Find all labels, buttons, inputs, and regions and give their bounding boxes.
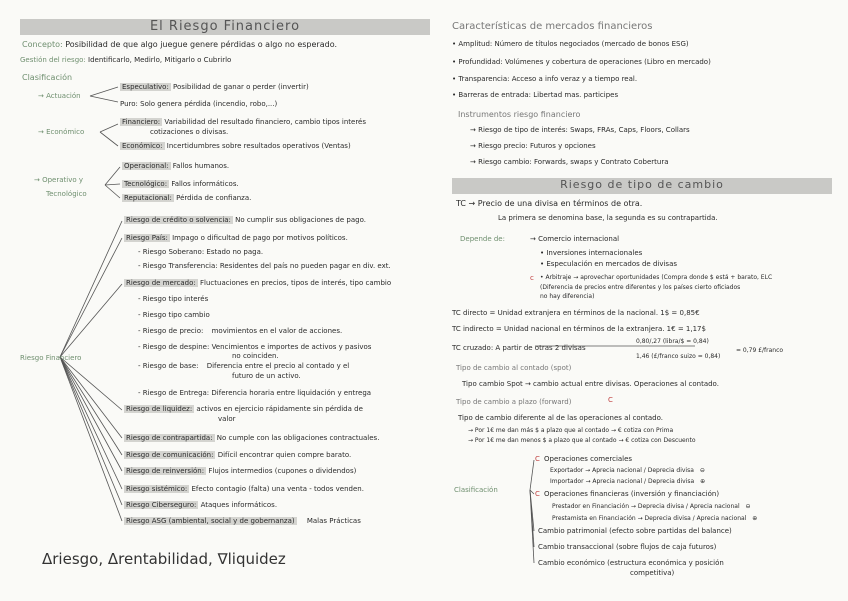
clasificacion-label: Clasificación	[22, 73, 73, 82]
puro-line: Puro: Solo genera pérdida (incendio, robo,...)	[120, 100, 278, 108]
r-base-line	[138, 362, 349, 371]
tecnologico-text: Fallos informáticos.	[171, 180, 239, 188]
tc-def-1: TC → Precio de una divisa en términos de otra.	[456, 199, 643, 208]
r-pais-hl: Riesgo País:	[126, 234, 168, 242]
importador: Importador → Aprecia nacional / Deprecia divisa	[550, 478, 695, 485]
r-pais-line	[124, 234, 348, 243]
r-ciber-text: Ataques informáticos.	[200, 501, 278, 509]
r-base-text-1: Diferencia entre el precio al contado y el	[206, 362, 350, 370]
tc-cruzado-label: TC cruzado: A partir de otras 2 divisas	[452, 344, 586, 352]
r-entrega-label: - Riesgo de Entrega:	[138, 389, 210, 397]
importador-line	[550, 477, 705, 486]
reputacional-line	[122, 194, 251, 203]
r-credito-hl: Riesgo de crédito o solvencia:	[126, 216, 231, 224]
tc-cruzado-num: 0,80/,27 (libra/$ = 0,84)	[636, 338, 709, 345]
economico-line	[120, 142, 351, 151]
financiero-line	[120, 118, 366, 127]
cambio-economico-2: competitiva)	[630, 569, 675, 577]
concepto-line	[22, 40, 337, 50]
r-precio-line	[138, 327, 342, 336]
r-despine-text-1: Vencimientos e importes de activos y pasivos	[211, 343, 372, 351]
operacional-hl: Operacional:	[124, 162, 169, 170]
r-base-text-2: futuro de un activo.	[232, 372, 301, 380]
tc-indirecto: TC indirecto = Unidad nacional en términos de la extranjera. 1€ = 1,17$	[452, 325, 706, 333]
r-entrega-text: Diferencia horaria entre liquidación y entrega	[211, 389, 372, 397]
r-ciber-hl: Riesgo Ciberseguro:	[126, 501, 197, 509]
op-financieras: Operaciones financieras (inversión y financiación)	[544, 490, 720, 498]
reputacional-hl: Reputacional:	[124, 194, 172, 202]
tecnologico-line	[122, 180, 239, 189]
op-comerciales: Operaciones comerciales	[544, 455, 633, 463]
prestamista: Prestamista en Financiación → Deprecia divisa / Aprecia nacional	[552, 515, 747, 522]
r-transferencia: - Riesgo Transferencia: Residentes del país no pueden pagar en div. ext.	[138, 262, 391, 270]
r-sistemico-text: Efecto contagio (falta) una venta - todos venden.	[191, 485, 364, 493]
tipo-plazo-2: → Por 1€ me dan más $ a plazo que al contado → € cotiza con Prima	[468, 427, 674, 434]
dep-6: no hay diferencia)	[540, 293, 595, 300]
r-liquidez-line	[124, 405, 363, 414]
financiero-hl: Financiero:	[122, 118, 161, 126]
gestion-label: Gestión del riesgo:	[20, 56, 86, 64]
importador-plus-icon: ⊕	[700, 478, 706, 485]
clasif-label: Clasificación	[454, 486, 498, 494]
r-mercado-line	[124, 279, 391, 288]
op-financieras-marker: C	[535, 490, 540, 498]
tc-title: Riesgo de tipo de cambio	[560, 178, 724, 191]
financiero-text-1: Variabilidad del resultado financiero, cambio tipos interés	[164, 118, 366, 126]
r-comunicacion-text: Difícil encontrar quien compre barato.	[217, 451, 352, 459]
prestador-line	[552, 502, 751, 511]
r-despine-line	[138, 343, 371, 352]
r-pais-text: Impago o dificultad de pago por motivos políticos.	[172, 234, 348, 242]
r-liquidez-hl: Riesgo de liquidez:	[126, 405, 193, 413]
r-liquidez-text-2: valor	[218, 415, 236, 423]
r-contraparte-hl: Riesgo de contrapartida:	[126, 434, 213, 442]
tipo-plazo-title: Tipo de cambio a plazo (forward)	[456, 398, 572, 406]
r-credito-text: No cumplir sus obligaciones de pago.	[235, 216, 366, 224]
r-contraparte-text: No cumple con las obligaciones contractuales.	[216, 434, 380, 442]
r-contraparte-line	[124, 434, 379, 443]
r-credito-line	[124, 216, 366, 225]
r-interes: - Riesgo tipo interés	[138, 295, 209, 303]
r-comunicacion-line	[124, 451, 351, 460]
exportador-line	[550, 466, 705, 475]
dep-1: → Comercio internacional	[530, 235, 620, 243]
r-sistemico-hl: Riesgo sistémico:	[126, 485, 188, 493]
cambio-economico-1: Cambio económico (estructura económica y posición	[538, 559, 724, 567]
tc-cruzado-den: 1,46 (£/franco suizo = 0,84)	[636, 353, 721, 360]
prestador-minus-icon: ⊖	[745, 503, 751, 510]
economico-label: → Económico	[38, 128, 85, 136]
r-entrega-line	[138, 389, 371, 398]
prestamista-plus-icon: ⊕	[752, 515, 758, 522]
gestion-line	[20, 56, 231, 65]
r-ciber-line	[124, 501, 277, 510]
r-asg-hl: Riesgo ASG (ambiental, social y de gobernanza)	[126, 517, 295, 525]
r-despine-label: - Riesgo de despine:	[138, 343, 210, 351]
r-cambio: - Riesgo tipo cambio	[138, 311, 210, 319]
operacional-line	[122, 162, 229, 171]
r-base-label: - Riesgo de base:	[138, 362, 199, 370]
prestamista-line	[552, 514, 757, 523]
dep-4: • Arbitraje → aprovechar oportunidades (Compra donde $ está + barato, ELC	[540, 274, 773, 281]
financiero-text-2: cotizaciones o divisas.	[150, 128, 229, 136]
r-asg-text: Malas Prácticas	[306, 517, 361, 525]
r-asg-line	[124, 517, 361, 526]
transparencia: • Transparencia: Acceso a info veraz y a tiempo real.	[452, 75, 638, 83]
r-comunicacion-hl: Riesgo de comunicación:	[126, 451, 214, 459]
page-title: El Riesgo Financiero	[149, 19, 301, 34]
r-reinversion-hl: Riesgo de reinversión:	[126, 467, 205, 475]
dep-arbitraje-marker: c	[530, 274, 534, 282]
especulativo-line	[120, 83, 309, 92]
tipo-plazo-3: → Por 1€ me dan menos $ a plazo que al contado → € cotiza con Descuento	[468, 437, 696, 444]
concepto-text: Posibilidad de que algo juegue genere pérdidas o algo no esperado.	[65, 40, 337, 49]
tipo-contado: Tipo cambio Spot → cambio actual entre divisas. Operaciones al contado.	[462, 380, 719, 388]
r-precio-label: - Riesgo de precio:	[138, 327, 204, 335]
inst-3: → Riesgo cambio: Forwards, swaps y Contrato Cobertura	[470, 158, 669, 166]
tipo-contado-title: Tipo de cambio al contado (spot)	[456, 364, 572, 372]
tipo-plazo-1: Tipo de cambio diferente al de las operaciones al contado.	[458, 414, 664, 422]
instrumentos-title: Instrumentos riesgo financiero	[458, 110, 581, 119]
cambio-transaccional: Cambio transaccional (sobre flujos de caja futuros)	[538, 543, 717, 551]
inst-2: → Riesgo precio: Futuros y opciones	[470, 142, 596, 150]
gestion-text: Identificarlo, Medirlo, Mitigarlo o Cubrirlo	[88, 56, 232, 64]
prestador: Prestador en Financiación → Deprecia divisa / Aprecia nacional	[552, 503, 740, 510]
actuacion-label: → Actuación	[38, 92, 81, 100]
inst-1: → Riesgo de tipo de interés: Swaps, FRAs, Caps, Floors, Collars	[470, 126, 690, 134]
dep-5: (Diferencia de precios entre diferentes y los países cierto oficiados	[540, 284, 741, 291]
r-precio-text: movimientos en el valor de acciones.	[211, 327, 343, 335]
r-sistemico-line	[124, 485, 364, 494]
economico-hl: Económico:	[122, 142, 163, 150]
economico-text: Incertidumbres sobre resultados operativos (Ventas)	[166, 142, 351, 150]
cambio-patrimonial: Cambio patrimonial (efecto sobre partidas del balance)	[538, 527, 732, 535]
caract-title: Características de mercados financieros	[452, 21, 653, 32]
op-comerciales-marker: C	[535, 455, 540, 463]
reputacional-text: Pérdida de confianza.	[176, 194, 252, 202]
r-liquidez-text-1: activos en ejercicio rápidamente sin pérdida de	[196, 405, 363, 413]
depende-label: Depende de:	[460, 235, 505, 243]
dep-3: • Especulación en mercados de divisas	[540, 260, 678, 268]
barreras: • Barreras de entrada: Libertad mas. participes	[452, 91, 619, 99]
operacional-text: Fallos humanos.	[172, 162, 230, 170]
operativo-label-2: Tecnológico	[46, 190, 87, 198]
r-mercado-text: Fluctuaciones en precios, tipos de interés, tipo cambio	[200, 279, 392, 287]
r-reinversion-line	[124, 467, 356, 476]
tc-cruzado-res: = 0,79 £/franco	[736, 347, 784, 354]
tc-directo: TC directo = Unidad extranjera en términos de la nacional. 1$ = 0,85€	[452, 309, 700, 317]
operativo-label-1: → Operativo y	[34, 176, 84, 184]
tc-def-2: La primera se denomina base, la segunda es su contrapartida.	[498, 214, 718, 222]
amplitud: • Amplitud: Número de títulos negociados (mercado de bonos ESG)	[452, 40, 689, 48]
profundidad: • Profundidad: Volúmenes y cobertura de operaciones (Libro en mercado)	[452, 58, 711, 66]
tecnologico-hl: Tecnológico:	[124, 180, 168, 188]
especulativo-text: Posibilidad de ganar o perder (invertir)	[173, 83, 309, 91]
r-soberano: - Riesgo Soberano: Estado no paga.	[138, 248, 264, 256]
concepto-label: Concepto:	[22, 40, 63, 49]
tipo-plazo-marker: C	[608, 396, 613, 404]
exportador: Exportador → Aprecia nacional / Deprecia divisa	[550, 467, 694, 474]
exportador-minus-icon: ⊖	[699, 467, 705, 474]
formula-line: Δriesgo, Δrentabilidad, ∇liquidez	[42, 550, 286, 568]
riesgo-financiero-label: Riesgo Financiero	[20, 354, 82, 362]
r-despine-text-2: no coinciden.	[232, 352, 279, 360]
r-reinversion-text: Flujos intermedios (cupones o dividendos)	[208, 467, 357, 475]
r-mercado-hl: Riesgo de mercado:	[126, 279, 196, 287]
especulativo-hl: Especulativo:	[122, 83, 169, 91]
dep-2: • Inversiones internacionales	[540, 249, 643, 257]
